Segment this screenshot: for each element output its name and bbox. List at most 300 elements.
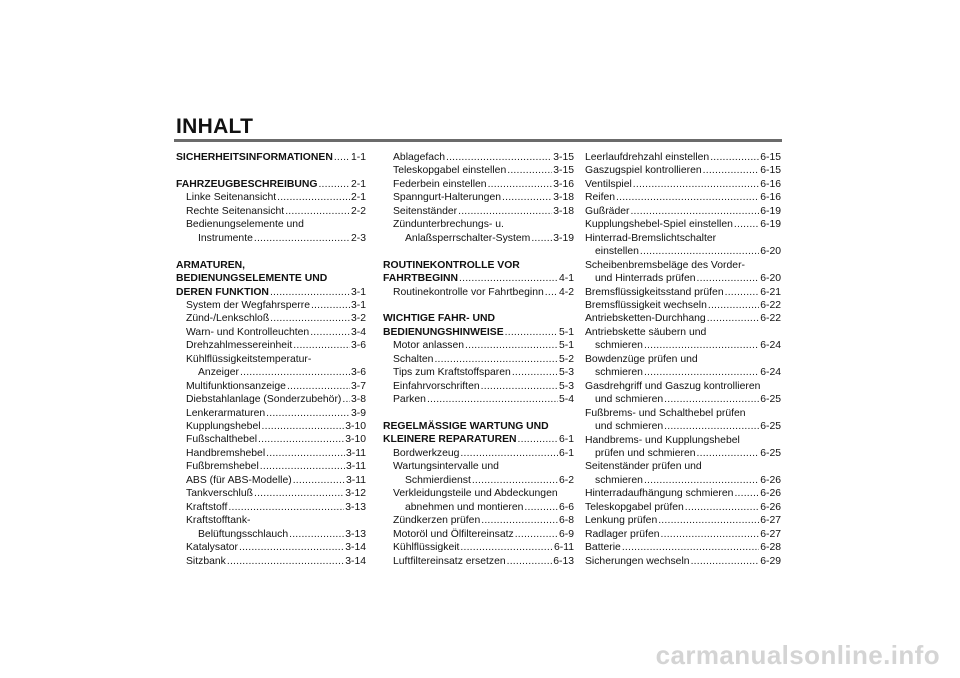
toc-entry-page: 6-13	[553, 555, 574, 567]
toc-entry-page: 2-3	[350, 232, 366, 244]
toc-entry-title: schmieren	[595, 474, 643, 486]
toc-entry-continued[interactable]: Bedienungselemente und	[186, 219, 304, 231]
toc-entry-title: Parken	[393, 394, 426, 406]
toc-entry-page: 6-26	[760, 474, 781, 486]
toc-entry-title: Bremsflüssigkeitsstand prüfen	[585, 286, 724, 298]
toc-leader-dots	[531, 232, 552, 245]
toc-leader-dots	[460, 447, 558, 460]
toc-entry-continued[interactable]: Kühlflüssigkeitstemperatur-	[186, 353, 312, 365]
toc-entry-title: Sicherungen wechseln	[585, 555, 690, 567]
toc-leader-dots	[708, 299, 759, 312]
toc-entry-title: Kühlflüssigkeit	[393, 542, 460, 554]
toc-leader-dots	[446, 151, 552, 164]
toc-entry-page: 5-1	[558, 326, 574, 338]
toc-leader-dots	[644, 366, 759, 379]
toc-entry-page: 6-15	[760, 165, 781, 177]
toc-leader-dots	[488, 178, 553, 191]
toc-entry[interactable]	[585, 312, 781, 325]
toc-leader-dots	[342, 393, 350, 406]
toc-entry-page: 5-4	[558, 394, 574, 406]
toc-leader-dots	[734, 218, 759, 231]
toc-entry-title: Leerlaufdrehzahl einstellen	[585, 152, 710, 163]
toc-entry-title: Lenkerarmaturen	[186, 407, 266, 419]
toc-entry-page: 3-15	[553, 165, 574, 177]
toc-entry-title: Bordwerkzeug	[393, 447, 460, 459]
toc-leader-dots	[616, 191, 759, 204]
toc-entry[interactable]	[585, 191, 781, 204]
toc-entry-title: abnehmen und montieren	[405, 501, 524, 513]
toc-entry-page: 2-1	[350, 192, 366, 204]
toc-entry[interactable]	[176, 366, 366, 379]
toc-entry-title: Spanngurt-Halterungen	[393, 192, 502, 204]
toc-entry[interactable]	[585, 393, 781, 406]
toc-entry-title: Lenkung prüfen	[585, 515, 658, 527]
toc-leader-dots	[481, 380, 558, 393]
toc-entry[interactable]	[383, 541, 574, 554]
toc-entry-continued[interactable]: Wartungsintervalle und	[393, 461, 499, 473]
toc-entry-title: Gußräder	[585, 205, 630, 217]
toc-entry-title: Hinterradaufhängung schmieren	[585, 488, 734, 500]
toc-entry-title: Routinekontrolle vor Fahrtbeginn	[393, 286, 544, 298]
toc-entry-page: 6-1	[558, 447, 574, 459]
toc-entry-page: 3-1	[350, 299, 366, 311]
toc-leader-dots	[710, 151, 759, 164]
toc-entry-title: Drehzahlmessereinheit	[186, 340, 293, 352]
toc-entry-page: 3-6	[350, 340, 366, 352]
toc-entry-title: und schmieren	[595, 421, 664, 433]
toc-entry-title: Rechte Seitenansicht	[186, 205, 285, 217]
toc-entry[interactable]	[383, 555, 574, 568]
toc-entry-page: 3-18	[553, 205, 574, 217]
toc-entry-page: 5-1	[558, 340, 574, 352]
toc-section-heading[interactable]: ROUTINEKONTROLLE VOR	[383, 259, 520, 271]
toc-entry[interactable]	[176, 232, 366, 245]
toc-entry[interactable]	[585, 420, 781, 433]
toc-entry-page: 6-16	[760, 178, 781, 190]
toc-entry-page: 6-15	[760, 152, 781, 163]
toc-entry-page: 3-14	[345, 555, 366, 567]
toc-leader-dots	[227, 555, 344, 568]
toc-entry-title: Schmierdienst	[405, 474, 471, 486]
toc-entry[interactable]	[176, 339, 366, 352]
toc-entry-page: 6-22	[760, 313, 781, 325]
toc-entry-title: schmieren	[595, 340, 643, 352]
toc-leader-dots	[260, 460, 345, 473]
toc-entry-page: 3-4	[350, 326, 366, 338]
toc-entry-page: 6-20	[760, 273, 781, 285]
toc-entry-title: Kupplungshebel-Spiel einstellen	[585, 219, 733, 231]
toc-entry-title: Anzeiger	[198, 367, 240, 379]
toc-entry[interactable]	[585, 474, 781, 487]
toc-entry[interactable]	[383, 380, 574, 393]
toc-leader-dots	[640, 245, 759, 258]
toc-entry[interactable]	[585, 245, 781, 258]
toc-entry-page: 2-2	[350, 205, 366, 217]
toc-entry-page: 6-19	[760, 205, 781, 217]
toc-entry-page: 6-22	[760, 299, 781, 311]
toc-entry[interactable]	[176, 420, 366, 433]
toc-entry-title: schmieren	[595, 367, 643, 379]
toc-entry[interactable]	[176, 407, 366, 420]
toc-leader-dots	[622, 541, 759, 554]
toc-entry-title: Motoröl und Ölfiltereinsatz	[393, 528, 514, 540]
toc-entry-page: 3-12	[345, 488, 366, 500]
toc-leader-dots	[725, 286, 760, 299]
toc-entry[interactable]	[383, 474, 574, 487]
toc-leader-dots	[239, 541, 344, 554]
toc-entry[interactable]	[383, 286, 574, 299]
toc-entry[interactable]	[585, 299, 781, 312]
toc-entry[interactable]	[176, 191, 366, 204]
toc-column-3	[585, 151, 781, 568]
toc-column-2	[383, 151, 574, 568]
toc-entry-page: 3-9	[350, 407, 366, 419]
toc-entry[interactable]	[585, 205, 781, 218]
toc-leader-dots	[664, 393, 759, 406]
toc-leader-dots	[258, 433, 344, 446]
toc-entry-page: 3-7	[350, 380, 366, 392]
toc-leader-dots	[661, 528, 760, 541]
toc-entry-title: Federbein einstellen	[393, 178, 487, 190]
toc-leader-dots	[515, 528, 558, 541]
toc-entry[interactable]	[383, 353, 574, 366]
toc-entry-continued[interactable]: Antriebskette säubern und	[585, 326, 707, 338]
toc-entry-continued[interactable]: Handbrems- und Kupplungshebel	[585, 434, 740, 446]
toc-entry[interactable]	[176, 380, 366, 393]
toc-entry-page: 4-2	[558, 286, 574, 298]
toc-entry-title: System der Wegfahrsperre	[186, 299, 310, 311]
toc-leader-dots	[228, 501, 344, 514]
toc-leader-dots	[630, 205, 759, 218]
toc-leader-dots	[502, 191, 552, 204]
toc-entry-continued[interactable]: Bowdenzüge prüfen und	[585, 353, 698, 365]
toc-entry[interactable]	[383, 151, 574, 164]
toc-leader-dots	[311, 299, 350, 312]
toc-entry-continued[interactable]: Zündunterbrechungs- u.	[393, 219, 504, 231]
toc-entry[interactable]	[176, 299, 366, 312]
toc-entry-page: 6-11	[553, 542, 574, 554]
toc-entry-title: Teleskopgabel prüfen	[585, 501, 684, 513]
toc-entry-page: 6-24	[760, 340, 781, 352]
toc-leader-dots	[270, 312, 350, 325]
toc-entry-page: 3-16	[553, 178, 574, 190]
toc-entry-page: 4-1	[558, 273, 574, 285]
toc-leader-dots	[277, 191, 350, 204]
toc-entry-title: Radlager prüfen	[585, 528, 660, 540]
toc-leader-dots	[703, 164, 760, 177]
toc-entry[interactable]	[383, 514, 574, 527]
toc-entry-page: 6-27	[760, 528, 781, 540]
toc-leader-dots	[633, 178, 759, 191]
toc-entry[interactable]	[176, 393, 366, 406]
toc-entry[interactable]	[176, 447, 366, 460]
title-rule	[174, 139, 782, 142]
toc-leader-dots	[664, 420, 759, 433]
toc-leader-dots	[289, 528, 344, 541]
toc-entry[interactable]	[585, 164, 781, 177]
toc-entry-page: 6-19	[760, 219, 781, 231]
toc-leader-dots	[465, 339, 558, 352]
toc-entry-page: 3-13	[345, 501, 366, 513]
toc-entry-title: Teleskopgabel einstellen	[393, 165, 507, 177]
toc-entry-title: Linke Seitenansicht	[186, 192, 277, 204]
toc-entry-title: Zünd-/Lenkschloß	[186, 313, 270, 325]
toc-entry-page: 6-9	[558, 528, 574, 540]
toc-entry[interactable]	[176, 178, 366, 191]
toc-entry-title: Antriebsketten-Durchhang	[585, 313, 706, 325]
toc-column-1	[176, 151, 366, 568]
toc-entry-title: DEREN FUNKTION	[176, 286, 269, 298]
toc-entry[interactable]	[383, 164, 574, 177]
toc-entry[interactable]	[585, 272, 781, 285]
toc-entry-page: 3-19	[553, 232, 574, 244]
toc-entry[interactable]	[383, 433, 574, 446]
toc-entry-title: Katalysator	[186, 542, 238, 554]
toc-entry[interactable]	[176, 474, 366, 487]
toc-entry-title: FAHRZEUGBESCHREIBUNG	[176, 178, 318, 190]
toc-leader-dots	[734, 487, 759, 500]
toc-entry-page: 6-25	[760, 394, 781, 406]
toc-entry[interactable]	[176, 151, 366, 164]
toc-entry-page: 5-3	[558, 380, 574, 392]
toc-leader-dots	[287, 380, 350, 393]
toc-entry-title: KLEINERE REPARATUREN	[383, 434, 517, 446]
toc-entry-page: 3-13	[345, 528, 366, 540]
toc-entry-page: 3-11	[345, 461, 366, 473]
toc-entry-page: 3-6	[350, 367, 366, 379]
toc-entry[interactable]	[176, 286, 366, 299]
toc-entry-page: 6-26	[760, 501, 781, 513]
toc-leader-dots	[262, 420, 345, 433]
toc-entry[interactable]	[383, 447, 574, 460]
page-title: INHALT	[176, 115, 254, 138]
toc-entry-title: Kraftstoff	[186, 501, 228, 513]
toc-section-heading[interactable]: WICHTIGE FAHR- UND	[383, 313, 495, 325]
toc-leader-dots	[266, 447, 345, 460]
toc-leader-dots	[459, 272, 558, 285]
toc-entry[interactable]	[585, 514, 781, 527]
toc-entry-page: 6-26	[760, 488, 781, 500]
toc-leader-dots	[545, 286, 558, 299]
toc-entry[interactable]	[176, 555, 366, 568]
toc-entry-title: Ventilspiel	[585, 178, 632, 190]
toc-leader-dots	[644, 339, 759, 352]
toc-leader-dots	[697, 447, 760, 460]
toc-entry-page: 2-1	[350, 178, 366, 190]
toc-entry-page: 6-20	[760, 246, 781, 258]
toc-entry-continued[interactable]: Seitenständer prüfen und	[585, 461, 702, 473]
watermark: carmanualsonline.info	[655, 640, 940, 670]
toc-entry-page: 6-27	[760, 515, 781, 527]
toc-leader-dots	[434, 353, 558, 366]
toc-leader-dots	[524, 501, 558, 514]
toc-entry-title: Anlaßsperrschalter-System	[405, 232, 531, 244]
toc-entry-title: Belüftungsschlauch	[198, 528, 289, 540]
toc-entry-title: Bremsflüssigkeit wechseln	[585, 299, 707, 311]
toc-entry-title: und Hinterrads prüfen	[595, 273, 696, 285]
toc-entry-title: Warn- und Kontrolleuchten	[186, 326, 310, 338]
toc-entry-page: 3-11	[345, 474, 366, 486]
toc-entry[interactable]	[383, 232, 574, 245]
toc-leader-dots	[691, 555, 760, 568]
toc-entry-title: Tankverschluß	[186, 488, 253, 500]
toc-entry-page: 1-1	[350, 152, 366, 163]
toc-leader-dots	[507, 164, 552, 177]
toc-entry-title: FAHRTBEGINN	[383, 273, 459, 285]
toc-entry-page: 6-25	[760, 421, 781, 433]
toc-leader-dots	[685, 501, 759, 514]
toc-entry[interactable]	[383, 191, 574, 204]
toc-entry-title: ABS (für ABS-Modelle)	[186, 474, 292, 486]
toc-entry-title: Motor anlassen	[393, 340, 465, 352]
toc-entry-title: Fußbremshebel	[186, 461, 259, 473]
toc-entry-page: 6-2	[558, 474, 574, 486]
toc-entry[interactable]	[585, 339, 781, 352]
toc-leader-dots	[293, 339, 350, 352]
toc-leader-dots	[505, 326, 558, 339]
toc-entry-page: 6-6	[558, 501, 574, 513]
toc-entry[interactable]	[585, 487, 781, 500]
toc-entry-page: 6-16	[760, 192, 781, 204]
toc-entry-page: 6-29	[760, 555, 781, 567]
toc-entry[interactable]	[176, 312, 366, 325]
toc-entry-title: Zündkerzen prüfen	[393, 515, 481, 527]
toc-entry-continued[interactable]: Fußbrems- und Schalthebel prüfen	[585, 407, 746, 419]
toc-leader-dots	[458, 205, 552, 218]
toc-section-heading[interactable]: BEDIENUNGSELEMENTE UND	[176, 273, 328, 285]
toc-entry[interactable]	[585, 178, 781, 191]
toc-leader-dots	[318, 178, 350, 191]
toc-leader-dots	[254, 232, 350, 245]
toc-entry[interactable]	[383, 205, 574, 218]
toc-entry[interactable]	[585, 286, 781, 299]
toc-entry-continued[interactable]: Verkleidungsteile und Abdeckungen	[393, 488, 558, 500]
toc-entry[interactable]	[176, 501, 366, 514]
toc-entry-title: Gaszugspiel kontrollieren	[585, 165, 702, 177]
toc-entry-title: Ablagefach	[393, 152, 445, 163]
toc-entry-page: 6-25	[760, 447, 781, 459]
toc-entry-title: Tips zum Kraftstoffsparen	[393, 367, 511, 379]
toc-entry[interactable]	[383, 272, 574, 285]
toc-entry[interactable]	[585, 541, 781, 554]
toc-entry-title: Handbremshebel	[186, 447, 266, 459]
toc-entry[interactable]	[383, 178, 574, 191]
toc-leader-dots	[707, 312, 759, 325]
toc-entry-title: einstellen	[595, 246, 639, 258]
toc-entry-title: Batterie	[585, 542, 621, 554]
toc-entry-title: Luftfiltereinsatz ersetzen	[393, 555, 506, 567]
toc-entry[interactable]	[585, 528, 781, 541]
toc-entry[interactable]	[176, 460, 366, 473]
toc-entry-title: Instrumente	[198, 232, 253, 244]
toc-entry-page: 5-3	[558, 367, 574, 379]
toc-entry[interactable]	[383, 501, 574, 514]
toc-entry-page: 3-14	[345, 542, 366, 554]
toc-leader-dots	[240, 366, 350, 379]
toc-entry-continued[interactable]: Scheibenbremsbeläge des Vorder-	[585, 259, 745, 271]
toc-entry-title: Diebstahlanlage (Sonderzubehör)	[186, 394, 342, 406]
toc-entry-page: 6-8	[558, 515, 574, 527]
toc-entry-page: 3-18	[553, 192, 574, 204]
toc-entry-page: 3-2	[350, 313, 366, 325]
toc-leader-dots	[658, 514, 759, 527]
toc-entry[interactable]	[585, 555, 781, 568]
toc-entry[interactable]	[585, 366, 781, 379]
toc-entry-page: 3-8	[350, 394, 366, 406]
toc-entry[interactable]	[176, 528, 366, 541]
toc-section-heading[interactable]: REGELMÄSSIGE WARTUNG UND	[383, 421, 549, 433]
toc-entry-page: 3-10	[345, 421, 366, 433]
toc-entry-page: 6-24	[760, 367, 781, 379]
toc-entry-page: 3-10	[345, 434, 366, 446]
toc-entry-title: und schmieren	[595, 394, 664, 406]
toc-entry-title: Sitzbank	[186, 555, 226, 567]
toc-section-heading[interactable]: ARMATUREN,	[176, 259, 246, 271]
toc-entry-title: Reifen	[585, 192, 616, 204]
toc-entry[interactable]	[383, 326, 574, 339]
toc-entry[interactable]	[383, 393, 574, 406]
toc-entry-continued[interactable]: Hinterrad-Bremslichtschalter	[585, 232, 717, 244]
toc-leader-dots	[507, 555, 553, 568]
toc-entry-page: 5-2	[558, 353, 574, 365]
toc-entry-title: prüfen und schmieren	[595, 447, 696, 459]
toc-entry-title: Seitenständer	[393, 205, 458, 217]
toc-leader-dots	[644, 474, 759, 487]
toc-entry[interactable]	[383, 339, 574, 352]
toc-entry[interactable]	[383, 366, 574, 379]
toc-leader-dots	[310, 326, 350, 339]
toc-entry[interactable]	[176, 205, 366, 218]
toc-entry-title: BEDIENUNGSHINWEISE	[383, 326, 504, 338]
toc-leader-dots	[427, 393, 558, 406]
toc-leader-dots	[285, 205, 350, 218]
toc-entry[interactable]	[176, 326, 366, 339]
toc-entry-title: Fußschalthebel	[186, 434, 258, 446]
toc-entry[interactable]	[176, 487, 366, 500]
toc-leader-dots	[254, 487, 344, 500]
toc-entry-page: 6-28	[760, 542, 781, 554]
toc-entry[interactable]	[383, 528, 574, 541]
toc-entry-title: Kupplungshebel	[186, 421, 261, 433]
toc-leader-dots	[293, 474, 345, 487]
toc-entry-title: SICHERHEITSINFORMATIONEN	[176, 152, 333, 163]
toc-entry-page: 3-1	[350, 286, 366, 298]
toc-entry[interactable]	[585, 151, 781, 164]
toc-leader-dots	[518, 433, 558, 446]
toc-entry-continued[interactable]: Gasdrehgriff und Gaszug kontrollieren	[585, 380, 761, 392]
toc-entry-continued[interactable]: Kraftstofftank-	[186, 515, 251, 527]
toc-entry-title: Schalten	[393, 353, 434, 365]
toc-leader-dots	[512, 366, 558, 379]
toc-entry-page: 6-1	[558, 434, 574, 446]
toc-entry-page: 6-21	[760, 286, 781, 298]
toc-leader-dots	[481, 514, 558, 527]
toc-entry[interactable]	[585, 218, 781, 231]
toc-entry[interactable]	[585, 447, 781, 460]
toc-leader-dots	[472, 474, 558, 487]
toc-leader-dots	[697, 272, 760, 285]
toc-entry-title: Einfahrvorschriften	[393, 380, 480, 392]
toc-entry-page: 3-11	[345, 447, 366, 459]
toc-leader-dots	[334, 151, 350, 164]
toc-entry[interactable]	[176, 541, 366, 554]
toc-entry[interactable]	[176, 433, 366, 446]
toc-leader-dots	[460, 541, 553, 554]
toc-entry-title: Multifunktionsanzeige	[186, 380, 286, 392]
toc-leader-dots	[266, 407, 350, 420]
toc-entry[interactable]	[585, 501, 781, 514]
toc-entry-page: 3-15	[553, 152, 574, 163]
